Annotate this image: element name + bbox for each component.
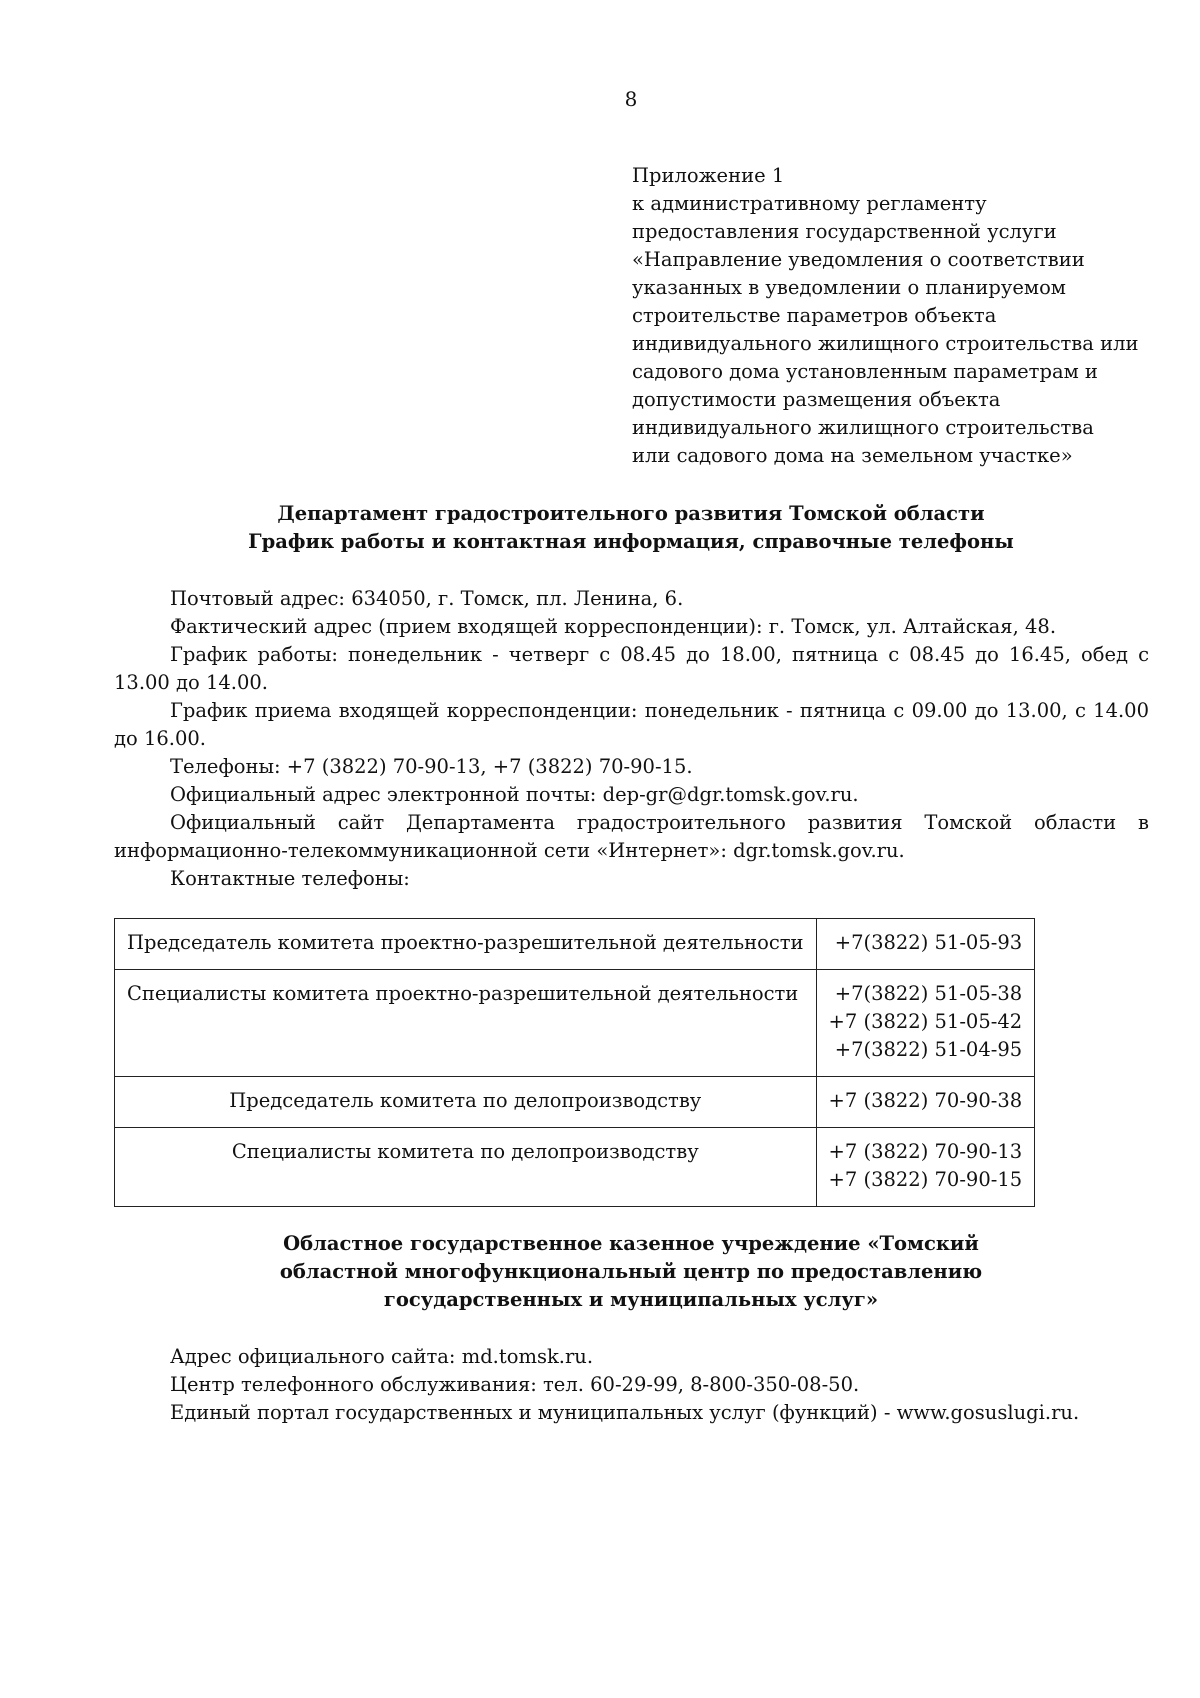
actual-address: Фактический адрес (прием входящей корреспонденции): г. Томск, ул. Алтайская, 48. bbox=[170, 615, 1057, 638]
mfc-heading bbox=[0, 1230, 1200, 1314]
appendix-line: индивидуального жилищного строительства bbox=[632, 416, 1094, 439]
appendix-line: Приложение 1 bbox=[632, 164, 785, 187]
appendix-line: «Направление уведомления о соответствии bbox=[632, 248, 1085, 271]
work-schedule: График работы: понедельник - четверг с 08.45 до 18.00, пятница с 08.45 до 16.45, обед с 13.00 до 14.00. bbox=[114, 643, 1149, 694]
appendix-line: садового дома установленным параметрам и bbox=[632, 360, 1098, 383]
mfc-title-line: государственных и муниципальных услуг» bbox=[383, 1288, 879, 1311]
appendix-note bbox=[632, 162, 1172, 470]
department-contact-info bbox=[114, 585, 1149, 893]
phone-number: +7 (3822) 70-90-15 bbox=[828, 1168, 1023, 1191]
official-website: Официальный сайт Департамента градостроительного развития Томской области в информационно-телекоммуникационной сети «Интернет»: dgr.tomsk.gov.ru. bbox=[114, 811, 1149, 862]
phone-cell bbox=[816, 1077, 1035, 1128]
mfc-contact-info bbox=[114, 1343, 1149, 1427]
table-row bbox=[115, 919, 1035, 970]
appendix-line: допустимости размещения объекта bbox=[632, 388, 1001, 411]
gosuslugi-portal: Единый портал государственных и муниципальных услуг (функций) - www.gosuslugi.ru. bbox=[170, 1401, 1080, 1424]
appendix-line: индивидуального жилищного строительства или bbox=[632, 332, 1139, 355]
email-address: Официальный адрес электронной почты: dep-gr@dgr.tomsk.gov.ru. bbox=[170, 783, 859, 806]
page-number: 8 bbox=[624, 87, 638, 111]
table-row bbox=[115, 970, 1035, 1077]
role-cell: Специалисты комитета проектно-разрешительной деятельности bbox=[115, 970, 817, 1077]
mfc-call-center: Центр телефонного обслуживания: тел. 60-29-99, 8-800-350-08-50. bbox=[170, 1373, 860, 1396]
department-title: Департамент градостроительного развития Томской области bbox=[277, 502, 985, 525]
contacts-table bbox=[114, 918, 1035, 1207]
appendix-line: или садового дома на земельном участке» bbox=[632, 444, 1073, 467]
correspondence-schedule: График приема входящей корреспонденции: понедельник - пятница с 09.00 до 13.00, с 14.00 до 16.00. bbox=[114, 699, 1149, 750]
phone-number: +7 (3822) 51-05-42 bbox=[828, 1010, 1023, 1033]
phone-number: +7 (3822) 70-90-38 bbox=[828, 1089, 1023, 1112]
phone-number: +7 (3822) 70-90-13 bbox=[828, 1140, 1023, 1163]
role-cell: Специалисты комитета по делопроизводству bbox=[115, 1128, 817, 1207]
postal-address: Почтовый адрес: 634050, г. Томск, пл. Ленина, 6. bbox=[170, 587, 684, 610]
mfc-website: Адрес официального сайта: md.tomsk.ru. bbox=[170, 1345, 594, 1368]
phones: Телефоны: +7 (3822) 70-90-13, +7 (3822) 70-90-15. bbox=[170, 755, 693, 778]
phone-number: +7(3822) 51-05-93 bbox=[834, 931, 1023, 954]
phone-number: +7(3822) 51-04-95 bbox=[834, 1038, 1023, 1061]
appendix-line: к административному регламенту bbox=[632, 192, 987, 215]
department-heading bbox=[0, 500, 1200, 556]
phone-cell bbox=[816, 1128, 1035, 1207]
appendix-line: строительстве параметров объекта bbox=[632, 304, 997, 327]
appendix-line: указанных в уведомлении о планируемом bbox=[632, 276, 1066, 299]
schedule-title: График работы и контактная информация, справочные телефоны bbox=[248, 530, 1014, 553]
phone-cell bbox=[816, 919, 1035, 970]
table-row bbox=[115, 1128, 1035, 1207]
contact-phones-label: Контактные телефоны: bbox=[170, 867, 410, 890]
role-cell: Председатель комитета проектно-разрешительной деятельности bbox=[115, 919, 817, 970]
table-row bbox=[115, 1077, 1035, 1128]
role-cell: Председатель комитета по делопроизводству bbox=[115, 1077, 817, 1128]
mfc-title-line: Областное государственное казенное учреждение «Томский bbox=[283, 1232, 979, 1255]
mfc-title-line: областной многофункциональный центр по предоставлению bbox=[279, 1260, 983, 1283]
phone-cell bbox=[816, 970, 1035, 1077]
appendix-line: предоставления государственной услуги bbox=[632, 220, 1057, 243]
phone-number: +7(3822) 51-05-38 bbox=[834, 982, 1023, 1005]
